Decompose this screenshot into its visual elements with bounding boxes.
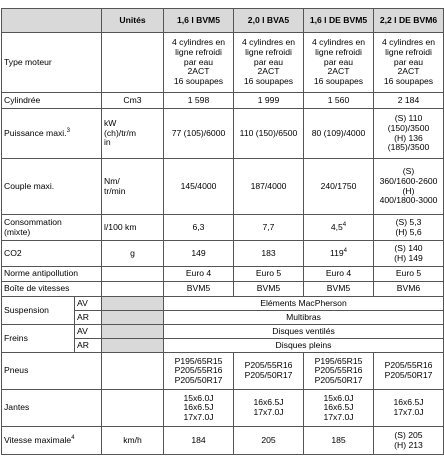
value-jantes-3: 15x6.0J 16x6.5J 17x7.0J [304,390,374,427]
unit-suspension-ar [102,311,164,325]
value-puissance-3: 80 (109)/4000 [304,109,374,159]
unit-boite [102,282,164,297]
value-co2-1: 149 [164,241,234,267]
row-vitesse [2,427,444,455]
row-freins-av [2,325,444,339]
value-vitesse-3: 185 [304,427,374,455]
label-vitesse-text: Vitesse maximale [4,434,72,445]
value-norme-4: Euro 5 [374,267,444,282]
row-suspension-av [2,297,444,311]
row-boite [2,282,444,297]
header-blank [2,9,102,33]
value-jantes-2: 16x6.5J 17x7.0J [234,390,304,427]
unit-vitesse: km/h [102,427,164,455]
label-suspension-av: AV [75,297,102,311]
footnote-4: 4 [343,247,348,254]
value-co2-3 [304,241,374,267]
value-couple-3: 240/1750 [304,159,374,215]
row-type-moteur [2,33,444,93]
value-consommation-3-text: 4,5 [330,221,343,232]
value-vitesse-4: (S) 205 (H) 213 [374,427,444,455]
value-vitesse-2: 205 [234,427,304,455]
label-freins: Freins [2,325,75,353]
label-suspension-ar: AR [75,311,102,325]
unit-consommation: l/100 km [102,215,164,241]
value-cylindree-1: 1 598 [164,93,234,109]
value-puissance-1: 77 (105)/6000 [164,109,234,159]
header-engine-4: 2,2 l DE BVM6 [374,9,444,33]
label-suspension: Suspension [2,297,75,325]
label-cylindree: Cylindrée [2,93,102,109]
label-type-moteur: Type moteur [2,33,102,93]
value-freins-ar: Disques pleins [164,339,444,353]
unit-type-moteur [102,33,164,93]
footnote-3: 3 [66,127,70,134]
unit-freins-av [102,325,164,339]
value-type-moteur-4: 4 cylindres en ligne refroidi par eau 2ACT 16 soupapes [374,33,444,93]
value-vitesse-1: 184 [164,427,234,455]
footnote-4: 4 [71,434,75,441]
label-boite: Boîte de vitesses [2,282,102,297]
value-freins-av: Disques ventilés [164,325,444,339]
label-vitesse [2,427,102,455]
row-pneus [2,353,444,390]
header-unit: Unités [102,9,164,33]
value-pneus-2: P205/55R16 P205/50R17 [234,353,304,390]
value-cylindree-3: 1 560 [304,93,374,109]
label-puissance-text: Puissance maxi. [4,127,67,138]
value-norme-1: Euro 4 [164,267,234,282]
value-co2-3-text: 119 [329,247,344,258]
label-puissance [2,109,102,159]
value-consommation-2: 7,7 [234,215,304,241]
value-pneus-4: P205/55R16 P205/50R17 [374,353,444,390]
value-type-moteur-3: 4 cylindres en ligne refroidi par eau 2ACT 16 soupapes [304,33,374,93]
row-norme [2,267,444,282]
value-couple-1: 145/4000 [164,159,234,215]
label-couple: Couple maxi. [2,159,102,215]
value-type-moteur-1: 4 cylindres en ligne refroidi par eau 2ACT 16 soupapes [164,33,234,93]
label-consommation: Consommation (mixte) [2,215,102,241]
value-consommation-1: 6,3 [164,215,234,241]
footnote-4: 4 [342,221,347,228]
label-pneus: Pneus [2,353,102,390]
unit-freins-ar [102,339,164,353]
value-suspension-ar: Multibras [164,311,444,325]
value-suspension-av: Eléments MacPherson [164,297,444,311]
unit-puissance: kW (ch)/tr/m in [102,109,164,159]
value-puissance-2: 110 (150)/6500 [234,109,304,159]
value-boite-3: BVM5 [304,282,374,297]
label-freins-ar: AR [75,339,102,353]
label-co2: CO2 [2,241,102,267]
value-norme-3: Euro 4 [304,267,374,282]
unit-cylindree: Cm3 [102,93,164,109]
header-engine-1: 1,6 l BVM5 [164,9,234,33]
value-type-moteur-2: 4 cylindres en ligne refroidi par eau 2ACT 16 soupapes [234,33,304,93]
row-jantes [2,390,444,427]
value-boite-2: BVM5 [234,282,304,297]
value-couple-2: 187/4000 [234,159,304,215]
row-cylindree [2,93,444,109]
value-jantes-1: 15x6.0J 16x6.5J 17x7.0J [164,390,234,427]
header-engine-3: 1,6 l DE BVM5 [304,9,374,33]
row-co2 [2,241,444,267]
unit-norme [102,267,164,282]
value-pneus-3: P195/65R15 P205/55R16 P205/50R17 [304,353,374,390]
value-jantes-4: 16x6.5J 17x7.0J [374,390,444,427]
value-cylindree-4: 2 184 [374,93,444,109]
value-puissance-4: (S) 110 (150)/3500 (H) 136 (185)/3500 [374,109,444,159]
header-engine-2: 2,0 l BVA5 [234,9,304,33]
engine-spec-table [1,8,444,455]
label-freins-av: AV [75,325,102,339]
header-row [2,9,444,33]
value-norme-2: Euro 5 [234,267,304,282]
value-pneus-1: P195/65R15 P205/55R16 P205/50R17 [164,353,234,390]
unit-jantes [102,390,164,427]
value-co2-4: (S) 140 (H) 149 [374,241,444,267]
row-puissance [2,109,444,159]
unit-couple: Nm/ tr/min [102,159,164,215]
row-consommation [2,215,444,241]
value-boite-4: BVM6 [374,282,444,297]
value-consommation-4: (S) 5,3 (H) 5,6 [374,215,444,241]
value-consommation-3 [304,215,374,241]
row-couple [2,159,444,215]
value-boite-1: BVM5 [164,282,234,297]
value-cylindree-2: 1 999 [234,93,304,109]
unit-co2: g [102,241,164,267]
value-co2-2: 183 [234,241,304,267]
label-jantes: Jantes [2,390,102,427]
value-couple-4: (S) 360/1600-2600 (H) 400/1800-3000 [374,159,444,215]
unit-suspension-av [102,297,164,311]
label-norme: Norme antipollution [2,267,102,282]
unit-pneus [102,353,164,390]
